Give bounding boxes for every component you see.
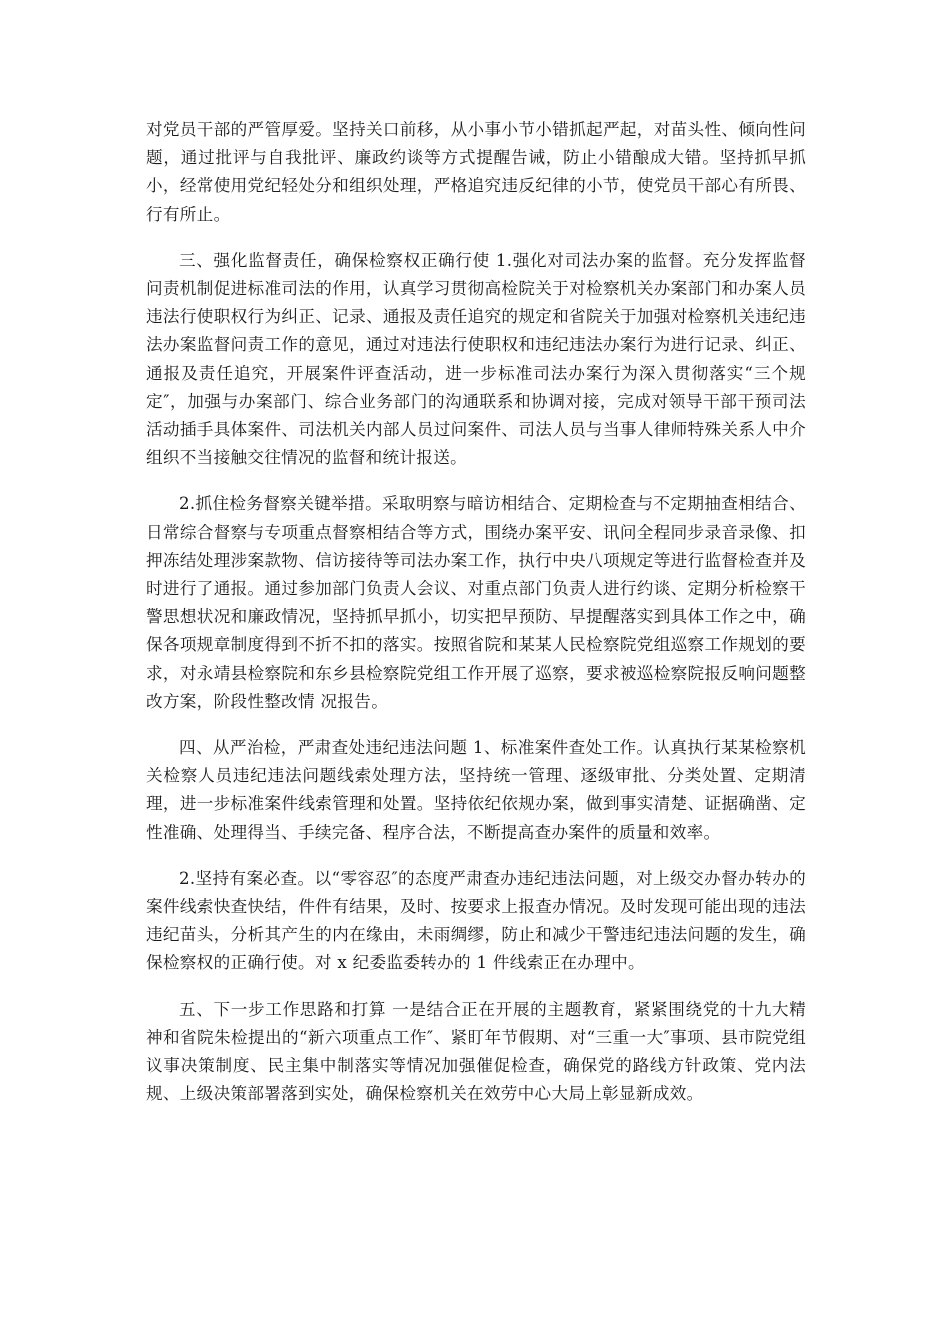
paragraph-section-four: 四、从严治检，严肃查处违纪违法问题 1、标准案件查处工作。认真执行某某检察机关检察人员违纪违法问题线索处理方法，坚持统一管理、逐级审批、分类处置、定期清理，进一步标准案件线索管理和处置。坚持依纪依规办案，做到事实清楚、证据确凿、定性准确、处理得当、手续完备、程序合法，不断提高查办案件的质量和效率。 xyxy=(146,738,806,842)
paragraph-section-three: 三、强化监督责任，确保检察权正确行使 1.强化对司法办案的监督。充分发挥监督问责机制促进标准司法的作用，认真学习贯彻高检院关于对检察机关办案部门和办案人员违法行使职权行为纠正、记录、通报及责任追究的规定和省院关于加强对检察机关违纪违法办案监督问责工作的意见，通过对违法行使职权和违纪违法办案行为进行记录、纠正、通报及责任追究，开展案件评查活动，进一步标准司法办案行为深入贯彻落实“三个规定″，加强与办案部门、综合业务部门的沟通联系和协调对接，完成对领导干部干预司法活动插手具体案件、司法机关内部人员过问案件、司法人员与当事人律师特殊关系人中介组织不当接触交往情况的监督和统计报送。 xyxy=(146,250,806,468)
paragraph-case-investigation: 2.坚持有案必查。以“零容忍″的态度严肃查办违纪违法问题，对上级交办督办转办的案件线索快查快结，件件有结果，及时、按要求上报查办情况。及时发现可能出现的违法违纪苗头，分析其产生的内在缘由，未雨绸缪，防止和减少干警违纪违法问题的发生，确保检察权的正确行使。对 x 纪委监委转办的 1 件线索正在办理中。 xyxy=(146,868,806,973)
paragraph-inspection-measures: 2.抓住检务督察关键举措。采取明察与暗访相结合、定期检查与不定期抽查相结合、日常综合督察与专项重点督察相结合等方式，围绕办案平安、讯问全程同步录音录像、扣押冻结处理涉案款物、信访接待等司法办案工作，执行中央八项规定等进行监督检查并及时进行了通报。通过参加部门负责人会议、对重点部门负责人进行约谈、定期分析检察干警思想状况和廉政情况，坚持抓早抓小，切实把早预防、早提醒落实到具体工作之中，确保各项规章制度得到不折不扣的落实。按照省院和某某人民检察院党组巡察工作规划的要求，对永靖县检察院和东乡县检察院党组工作开展了巡察，要求被巡检察院报反响问题整改方案，阶段性整改情 况报告。 xyxy=(146,494,806,711)
document-page xyxy=(146,116,806,1127)
paragraph-section-five: 五、下一步工作思路和打算 一是结合正在开展的主题教育，紧紧围绕党的十九大精神和省院朱检提出的“新六项重点工作″、紧盯年节假期、对“三重一大″事项、县市院党组议事决策制度、民主集中制落实等情况加强催促检查，确保党的路线方针政策、党内法规、上级决策部署落到实处，确保检察机关在效劳中心大局上彰显新成效。 xyxy=(146,999,806,1104)
paragraph-continuation: 对党员干部的严管厚爱。坚持关口前移，从小事小节小错抓起严起，对苗头性、倾向性问题，通过批评与自我批评、廉政约谈等方式提醒告诫，防止小错酿成大错。坚持抓早抓小，经常使用党纪轻处分和组织处理，严格追究违反纪律的小节，使党员干部心有所畏、行有所止。 xyxy=(146,120,806,224)
